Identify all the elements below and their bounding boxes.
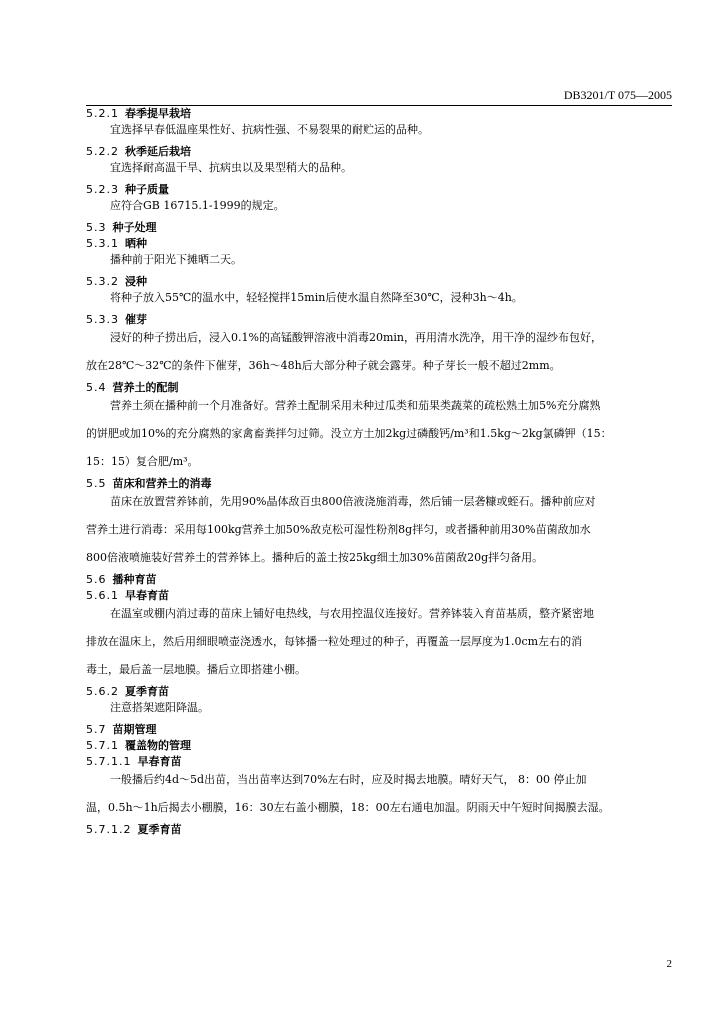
section-heading: [86, 312, 678, 328]
section: [86, 182, 678, 214]
section-number: 5.2.1: [86, 107, 119, 120]
section-number: 5.7.1: [86, 739, 119, 752]
page-number: 2: [666, 958, 672, 970]
section-number: 5.3.3: [86, 313, 119, 326]
section-heading: [86, 274, 678, 290]
section-title: 夏季育苗: [137, 823, 182, 836]
section-title: 秋季延后栽培: [125, 145, 191, 158]
section-title: 浸种: [125, 275, 147, 288]
section-title: 早春育苗: [125, 589, 169, 602]
paragraph-line: 浸好的种子捞出后，浸入0.1%的高锰酸钾溶液中消毒20min，再用清水洗净，用干净的湿纱布包好，: [110, 331, 602, 344]
paragraph-line: 应符合GB 16715.1-1999的规定。: [110, 199, 285, 212]
paragraph-line: 营养土进行消毒：采用每100kg营养土加50%敌克松可湿性粉剂8g拌匀，或者播种前用30%苗菌敌加水: [86, 523, 591, 536]
section-title: 覆盖物的管理: [125, 739, 191, 752]
section-heading: [86, 754, 678, 770]
section-title: 营养土的配制: [112, 381, 179, 394]
section-number: 5.3.2: [86, 275, 119, 288]
section-title: 苗期管理: [112, 723, 157, 736]
paragraph-line: 营养土须在播种前一个月准备好。营养土配制采用未种过瓜类和茄果类蔬菜的疏松熟土加5%充分腐熟: [110, 399, 601, 412]
section-heading: [86, 738, 678, 754]
section-number: 5.7.1.2: [86, 823, 132, 836]
section-heading: [86, 822, 678, 838]
section-number: 5.6: [86, 573, 107, 586]
section: [86, 722, 678, 738]
section-number: 5.3: [86, 221, 107, 234]
section-title: 春季提早栽培: [125, 107, 191, 120]
paragraph-line: 宜选择耐高温干旱、抗病虫以及果型稍大的品种。: [110, 161, 352, 174]
section-number: 5.4: [86, 381, 107, 394]
section-heading: [86, 476, 678, 492]
section-heading: [86, 106, 678, 122]
section-heading: [86, 144, 678, 160]
section: [86, 144, 678, 176]
document-code: DB3201/T 075—2005: [563, 88, 672, 102]
section: [86, 476, 678, 566]
section-title: 种子质量: [125, 183, 169, 196]
paragraph-line: 800倍液喷施装好营养土的营养钵上。播种后的盖土按25kg细土加30%苗菌敌20g拌匀备用。: [86, 551, 544, 564]
section: [86, 220, 678, 236]
paragraph-line: 一般播后约4d～5d出苗，当出苗率达到70%左右时，应及时揭去地膜。晴好天气， 8：00 停止加: [110, 773, 587, 786]
section-title: 催芽: [125, 313, 147, 326]
section-number: 5.2.2: [86, 145, 119, 158]
paragraph-line: 15：15）复合肥/m³。: [86, 455, 199, 468]
paragraph-line: 排放在温床上，然后用细眼喷壶浇透水，每钵播一粒处理过的种子，再覆盖一层厚度为1.0cm左右的消: [86, 635, 583, 648]
section: [86, 738, 678, 754]
section-heading: [86, 380, 678, 396]
section-number: 5.3.1: [86, 237, 119, 250]
section-title: 早春育苗: [137, 755, 182, 768]
section: [86, 106, 678, 138]
section-title: 种子处理: [112, 221, 157, 234]
section: [86, 274, 678, 306]
document-body: [86, 106, 678, 838]
section-title: 夏季育苗: [125, 685, 169, 698]
section: [86, 588, 678, 678]
paragraph-line: 注意搭架遮阳降温。: [110, 701, 209, 714]
paragraph-line: 放在28℃～32℃的条件下催芽，36h～48h后大部分种子就会露芽。种子芽长一般不超过2mm。: [86, 359, 561, 372]
section-heading: [86, 588, 678, 604]
paragraph-line: 在温室或棚内消过毒的苗床上铺好电热线，与农用控温仪连接好。营养钵装入育苗基质，整齐紧密地: [110, 607, 594, 620]
paragraph-line: 将种子放入55℃的温水中，轻轻搅拌15min后使水温自然降至30℃，浸种3h～4h。: [110, 291, 523, 304]
paragraph-line: 毒土，最后盖一层地膜。播后立即搭建小棚。: [86, 663, 306, 676]
section-number: 5.6.1: [86, 589, 119, 602]
section: [86, 312, 678, 374]
section: [86, 380, 678, 470]
section-heading: [86, 684, 678, 700]
paragraph-line: 播种前于阳光下摊晒二天。: [110, 253, 242, 266]
paragraph-line: 宜选择早春低温座果性好、抗病性强、不易裂果的耐贮运的品种。: [110, 123, 429, 136]
paragraph-line: 的饼肥或加10%的充分腐熟的家禽畜粪拌匀过筛。没立方土加2kg过磷酸钙/m³和1.5kg～2kg氯磷钾（15：: [86, 427, 612, 440]
section-number: 5.5: [86, 477, 107, 490]
section-number: 5.6.2: [86, 685, 119, 698]
section: [86, 684, 678, 716]
section-title: 晒种: [125, 237, 147, 250]
section-heading: [86, 572, 678, 588]
section-number: 5.7.1.1: [86, 755, 132, 768]
section-number: 5.2.3: [86, 183, 119, 196]
section: [86, 754, 678, 816]
section-heading: [86, 722, 678, 738]
section-title: 播种育苗: [112, 573, 157, 586]
section-heading: [86, 220, 678, 236]
paragraph-line: 温，0.5h～1h后揭去小棚膜，16：30左右盖小棚膜，18：00左右通电加温。阴雨天中午短时间揭膜去湿。: [86, 801, 610, 814]
section-heading: [86, 236, 678, 252]
paragraph-line: 苗床在放置营养钵前，先用90%晶体敌百虫800倍液浇施消毒，然后铺一层砻糠或蛭石。播种前应对: [110, 495, 596, 508]
section-heading: [86, 182, 678, 198]
section-title: 苗床和营养土的消毒: [112, 477, 212, 490]
section: [86, 822, 678, 838]
section-number: 5.7: [86, 723, 107, 736]
section: [86, 236, 678, 268]
section: [86, 572, 678, 588]
